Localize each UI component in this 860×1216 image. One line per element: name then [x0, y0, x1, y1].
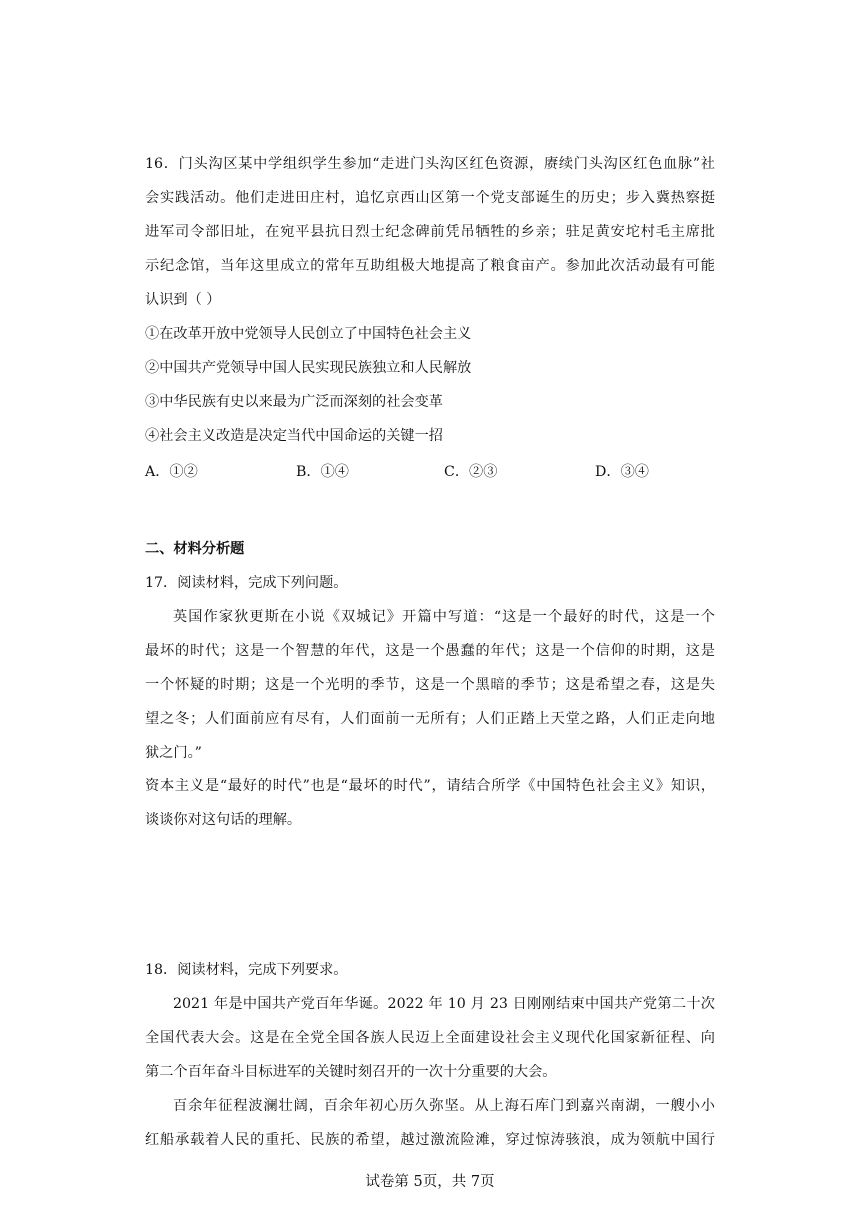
q17-question-2: 谈谈你对这句话的理解。 — [145, 812, 302, 828]
q17-material-2: 最坏的时代；这是一个智慧的年代，这是一个愚蠢的年代；这是一个信仰的时期，这是 — [145, 643, 715, 659]
q16-line-4: 示纪念馆，当年这里成立的常年互助组极大地提高了粮食亩产。参加此次活动最有可能 — [145, 258, 715, 274]
q17-material-1: 英国作家狄更斯在小说《双城记》开篇中写道：“这是一个最好的时代，这是一个 — [173, 609, 715, 625]
q17-material-4: 望之冬；人们面前应有尽有，人们面前一无所有；人们正踏上天堂之路，人们正走向地 — [145, 711, 715, 727]
option-b: B．①④ — [296, 464, 349, 480]
option-c: C．②③ — [444, 464, 498, 480]
q16-line-1: 16．门头沟区某中学组织学生参加“走进门头沟区红色资源，赓续门头沟区红色血脉”社 — [145, 156, 715, 172]
q16-item-2: ②中国共产党领导中国人民实现民族独立和人民解放 — [145, 360, 472, 376]
option-d: D．③④ — [595, 464, 649, 480]
q16-item-4: ④社会主义改造是决定当代中国命运的关键一招 — [145, 428, 443, 444]
q16-item-1: ①在改革开放中党领导人民创立了中国特色社会主义 — [145, 326, 472, 342]
q17-question-1: 资本主义是“最好的时代”也是“最坏的时代”，请结合所学《中国特色社会主义》知识， — [145, 778, 715, 794]
q18-para1-2: 全国代表大会。这是在全党全国各族人民迈上全面建设社会主义现代化国家新征程、向 — [145, 1030, 715, 1046]
q18-para1-3: 第二个百年奋斗目标进军的关键时刻召开的一次十分重要的大会。 — [145, 1064, 557, 1080]
section-title: 二、材料分析题 — [145, 541, 245, 557]
q16-line-3: 进军司令部旧址，在宛平县抗日烈士纪念碑前凭吊牺牲的乡亲；驻足黄安坨村毛主席批 — [145, 224, 715, 240]
q18-para1-1: 2021 年是中国共产党百年华诞。2022 年 10 月 23 日刚刚结束中国共产党第二十次 — [173, 996, 715, 1012]
q16-item-3: ③中华民族有史以来最为广泛而深刻的社会变革 — [145, 394, 443, 410]
q16-line-2: 会实践活动。他们走进田庄村，追忆京西山区第一个党支部诞生的历史；步入冀热察挺 — [145, 190, 715, 206]
q16-line-5: 认识到（ ） — [145, 292, 221, 308]
q17-material-5: 狱之门。” — [145, 745, 202, 761]
page-footer: 试卷第 5页，共 7页 — [365, 1174, 495, 1190]
q18-stem: 18．阅读材料，完成下列要求。 — [145, 962, 348, 978]
q17-stem: 17．阅读材料，完成下列问题。 — [145, 575, 348, 591]
option-a: A．①② — [145, 464, 198, 480]
q18-para2-1: 百余年征程波澜壮阔，百余年初心历久弥坚。从上海石库门到嘉兴南湖，一艘小小 — [173, 1098, 715, 1114]
q17-material-3: 一个怀疑的时期；这是一个光明的季节，这是一个黑暗的季节；这是希望之春，这是失 — [145, 677, 715, 693]
q18-para2-2: 红船承载着人民的重托、民族的希望，越过激流险滩，穿过惊涛骇浪，成为领航中国行 — [145, 1132, 715, 1148]
